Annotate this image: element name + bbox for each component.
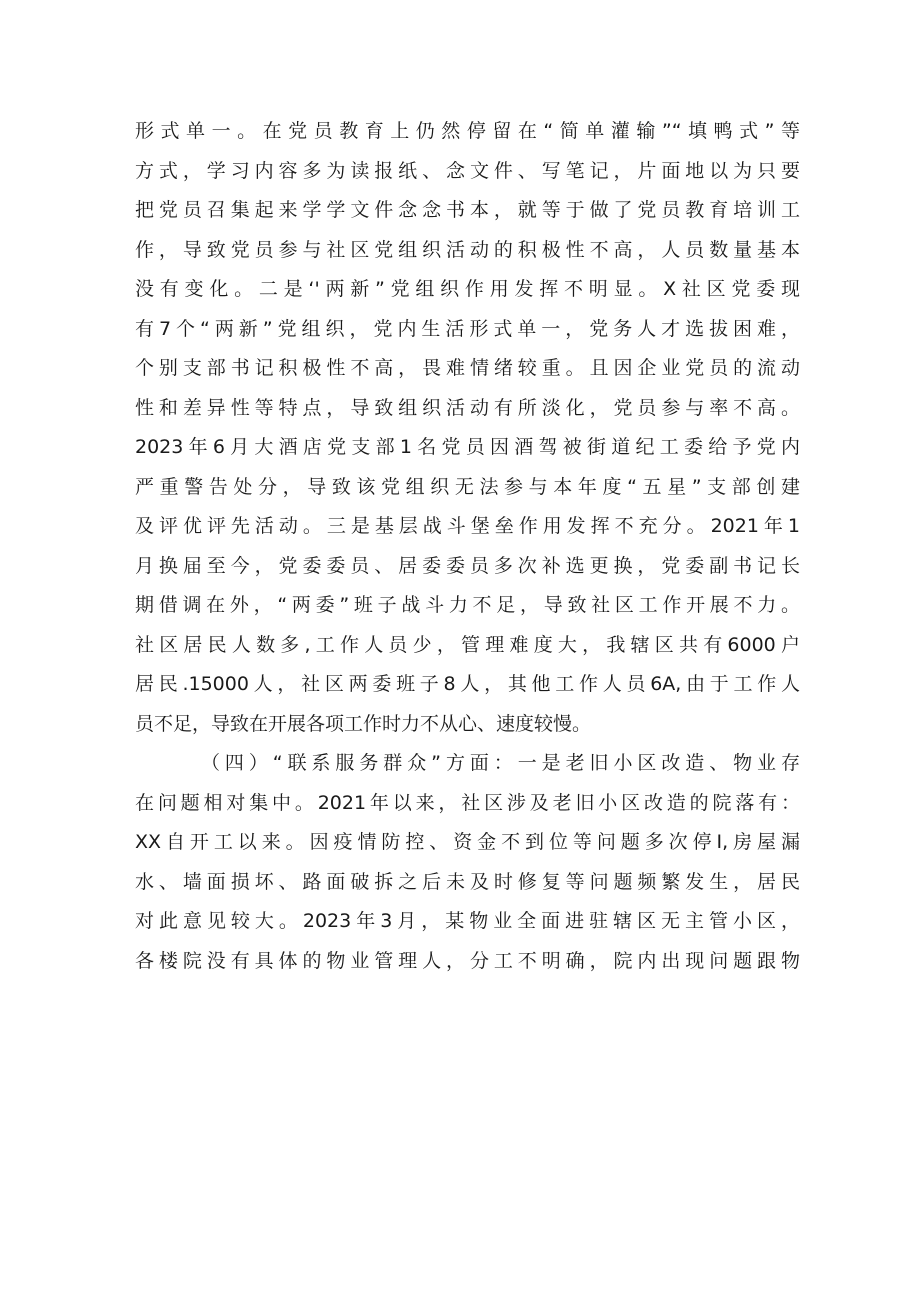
body-text — [135, 112, 800, 981]
text-line: 个别支部书记积极性不高，畏难情绪较重。且因企业党员的流动 — [135, 357, 800, 379]
text-line: 及评优评先活动。三是基层战斗堡垒作用发挥不充分。2021年1 — [135, 515, 800, 537]
text-line: 性和差异性等特点，导致组织活动有所淡化，党员参与率不高。 — [135, 396, 800, 419]
text-line: 社区居民人数多,工作人员少，管理难度大，我辖区共有6000户 — [135, 633, 800, 656]
text-line: 对此意见较大。2023年3月，某物业全面进驻辖区无主管小区， — [135, 910, 800, 932]
text-line: 形式单一。在党员教育上仍然停留在“简单灌输”“填鸭式”等 — [135, 120, 800, 142]
text-line: 没有变化。二是‘'两新”党组织作用发挥不明显。X社区党委现 — [135, 278, 800, 300]
text-line: 2023年6月大酒店党支部1名党员因酒驾被街道纪工委给予党内 — [135, 436, 800, 458]
text-line: 水、墙面损坏、路面破拆之后未及时修复等问题频繁发生，居民 — [135, 870, 800, 893]
text-line: 在问题相对集中。2021年以来，社区涉及老旧小区改造的院落有： — [135, 791, 800, 814]
text-line: 月换届至今，党委委员、居委委员多次补选更换，党委副书记长 — [135, 554, 800, 577]
text-line: 严重警告处分，导致该党组织无法参与本年度“五星”支部创建 — [135, 475, 800, 498]
text-line: 把党员召集起来学学文件念念书本，就等于做了党员教育培训工 — [135, 199, 800, 221]
text-line: 期借调在外，“两委”班子战斗力不足，导致社区工作开展不力。 — [135, 594, 800, 616]
text-line: 方式，学习内容多为读报纸、念文件、写笔记，片面地以为只要 — [135, 159, 800, 182]
text-line: 居民.15000人，社区两委班子8人，其他工作人员6A,由于工作人 — [135, 673, 800, 695]
text-line: XX自开工以来。因疫情防控、资金不到位等问题多次停I,房屋漏 — [135, 831, 800, 853]
text-line: 各楼院没有具体的物业管理人，分工不明确，院内出现问题跟物 — [135, 949, 800, 972]
text-line: 作，导致党员参与社区党组织活动的积极性不高，人员数量基本 — [135, 238, 800, 261]
paragraph-end-line: 员不足，导致在开展各项工作时力不从心、速度较慢。 — [135, 712, 592, 735]
text-line: 有7个“两新”党组织，党内生活形式单一，党务人才选拔困难， — [135, 317, 800, 340]
section-heading-line: （四）“联系服务群众”方面：一是老旧小区改造、物业存 — [201, 752, 800, 774]
